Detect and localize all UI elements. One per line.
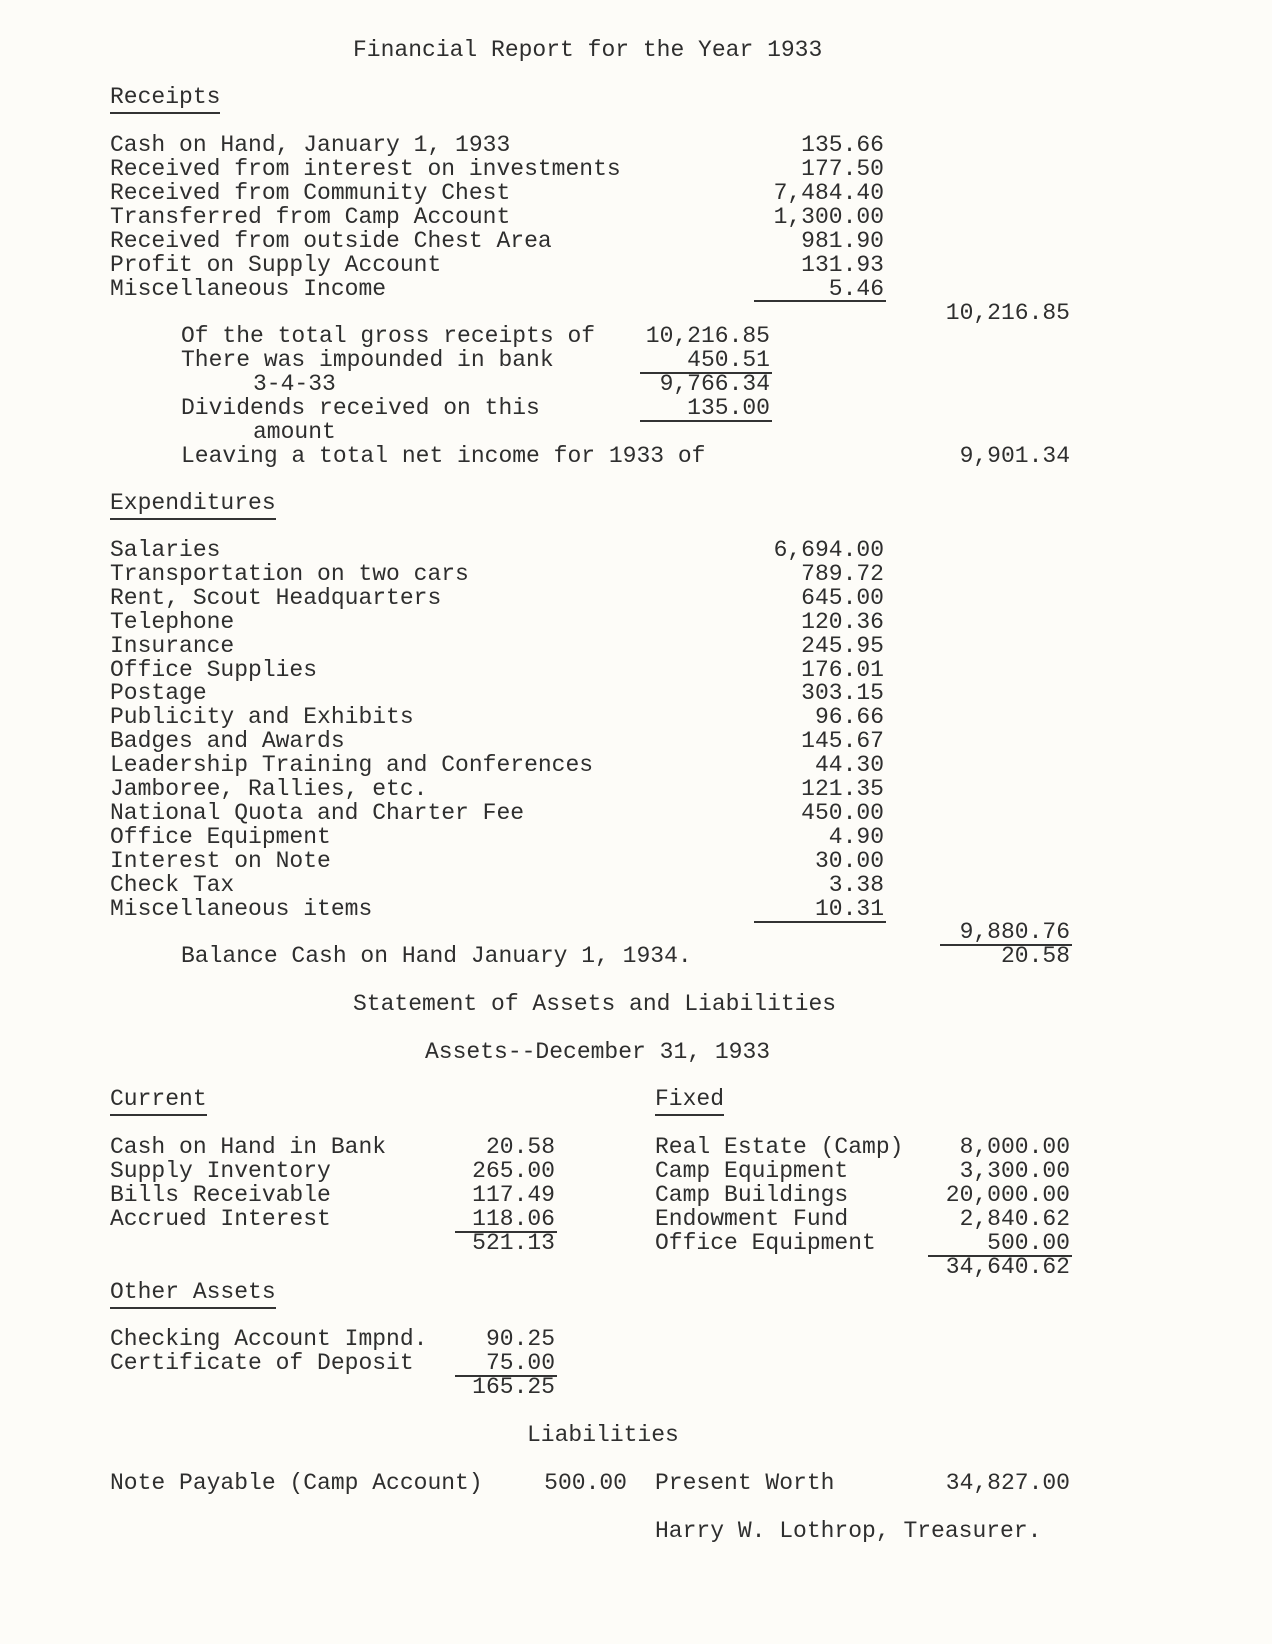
expenditure-amount: 44.30 (814, 752, 884, 778)
fixed-asset-label: Camp Equipment (655, 1158, 849, 1184)
current-total: 521.13 (472, 1230, 555, 1256)
current-heading: Current (110, 1087, 207, 1116)
current-asset-amount: 20.58 (485, 1134, 555, 1160)
fixed-total: 34,640.62 (945, 1254, 1070, 1280)
receipt-label: Cash on Hand, January 1, 1933 (110, 132, 511, 158)
current-asset-label: Supply Inventory (110, 1158, 331, 1184)
expenditure-amount: 245.95 (801, 633, 884, 659)
other-assets-heading: Other Assets (110, 1280, 276, 1309)
gross-receipts-label: Of the total gross receipts of (181, 323, 596, 349)
expenditure-label: Transportation on two cars (110, 561, 469, 587)
expenditure-label: Telephone (110, 609, 235, 635)
other-total: 165.25 (472, 1374, 555, 1400)
dividends-label: Dividends received on this (181, 395, 540, 421)
impounded-date: 3-4-33 (253, 371, 336, 397)
receipt-amount: 131.93 (801, 252, 884, 278)
receipt-label: Received from interest on investments (110, 156, 621, 182)
current-asset-amount: 118.06 (472, 1206, 555, 1232)
receipt-amount: 1,300.00 (773, 204, 884, 230)
expenditure-label: Leadership Training and Conferences (110, 752, 594, 778)
receipt-amount: 177.50 (801, 156, 884, 182)
receipts-heading: Receipts (110, 85, 220, 114)
expenditure-label: Publicity and Exhibits (110, 704, 414, 730)
other-asset-label: Checking Account Impnd. (110, 1326, 428, 1352)
balance-label: Balance Cash on Hand January 1, 1934. (181, 943, 692, 969)
present-worth-amount: 34,827.00 (945, 1470, 1070, 1496)
note-payable-label: Note Payable (Camp Account) (110, 1470, 483, 1496)
expenditure-amount: 4.90 (828, 824, 884, 850)
expenditure-label: Office Supplies (110, 657, 318, 683)
expenditure-amount: 145.67 (801, 728, 884, 754)
expenditure-label: Badges and Awards (110, 728, 345, 754)
balance-amount: 20.58 (1000, 943, 1070, 969)
receipt-label: Profit on Supply Account (110, 252, 442, 278)
net-income-label: Leaving a total net income for 1933 of (181, 443, 706, 469)
fixed-asset-amount: 8,000.00 (959, 1134, 1070, 1160)
expenditure-amount: 96.66 (814, 704, 884, 730)
current-asset-amount: 117.49 (472, 1182, 555, 1208)
fixed-asset-amount: 20,000.00 (945, 1182, 1070, 1208)
receipt-amount: 981.90 (801, 228, 884, 254)
net-income-total: 9,901.34 (959, 443, 1070, 469)
receipt-amount: 7,484.40 (773, 180, 884, 206)
expenditure-label: Jamboree, Rallies, etc. (110, 776, 428, 802)
assets-title: Assets--December 31, 1933 (425, 1039, 771, 1065)
note-payable-amount: 500.00 (544, 1470, 627, 1496)
receipt-amount: 135.66 (801, 132, 884, 158)
fixed-heading: Fixed (655, 1087, 724, 1116)
receipt-label: Transferred from Camp Account (110, 204, 511, 230)
receipts-subtotal: 9,766.34 (659, 371, 770, 397)
current-asset-amount: 265.00 (472, 1158, 555, 1184)
other-asset-label: Certificate of Deposit (110, 1350, 414, 1376)
expenditure-label: National Quota and Charter Fee (110, 800, 525, 826)
expenditure-amount: 30.00 (814, 848, 884, 874)
other-asset-amount: 75.00 (485, 1350, 555, 1376)
expenditure-label: Postage (110, 680, 207, 706)
fixed-asset-amount: 2,840.62 (959, 1206, 1070, 1232)
fixed-asset-label: Camp Buildings (655, 1182, 849, 1208)
expenditure-label: Check Tax (110, 872, 235, 898)
treasurer-signature: Harry W. Lothrop, Treasurer. (655, 1518, 1042, 1544)
expenditure-amount: 121.35 (801, 776, 884, 802)
expenditure-label: Rent, Scout Headquarters (110, 585, 442, 611)
expenditure-amount: 176.01 (801, 657, 884, 683)
expenditure-amount: 645.00 (801, 585, 884, 611)
expenditure-label: Office Equipment (110, 824, 331, 850)
fixed-asset-label: Endowment Fund (655, 1206, 849, 1232)
expenditure-label: Miscellaneous items (110, 896, 373, 922)
dividends-label-cont: amount (253, 419, 336, 445)
expenditure-amount: 6,694.00 (773, 537, 884, 563)
fixed-asset-amount: 500.00 (987, 1230, 1070, 1256)
current-asset-label: Bills Receivable (110, 1182, 331, 1208)
expenditure-amount: 303.15 (801, 680, 884, 706)
receipts-total: 10,216.85 (945, 300, 1070, 326)
present-worth-label: Present Worth (655, 1470, 835, 1496)
current-asset-label: Accrued Interest (110, 1206, 331, 1232)
expenditures-rule (754, 921, 886, 923)
expenditures-total: 9,880.76 (959, 919, 1070, 945)
expenditure-amount: 789.72 (801, 561, 884, 587)
impounded-amount: 450.51 (687, 347, 770, 373)
receipt-label: Miscellaneous Income (110, 276, 387, 302)
impounded-label: There was impounded in bank (181, 347, 554, 373)
expenditures-heading: Expenditures (110, 491, 276, 520)
fixed-asset-label: Real Estate (Camp) (655, 1134, 904, 1160)
expenditure-label: Interest on Note (110, 848, 331, 874)
statement-title: Statement of Assets and Liabilities (353, 991, 837, 1017)
expenditure-label: Insurance (110, 633, 235, 659)
dividends-rule (640, 420, 772, 422)
gross-receipts-amount: 10,216.85 (645, 323, 770, 349)
receipt-label: Received from Community Chest (110, 180, 511, 206)
expenditure-amount: 3.38 (828, 872, 884, 898)
receipt-amount: 5.46 (828, 276, 884, 302)
liabilities-title: Liabilities (527, 1422, 679, 1448)
fixed-asset-label: Office Equipment (655, 1230, 876, 1256)
expenditure-label: Salaries (110, 537, 221, 563)
fixed-asset-amount: 3,300.00 (959, 1158, 1070, 1184)
receipt-label: Received from outside Chest Area (110, 228, 552, 254)
report-title: Financial Report for the Year 1933 (353, 37, 823, 63)
receipts-rule (754, 300, 886, 302)
current-asset-label: Cash on Hand in Bank (110, 1134, 387, 1160)
expenditure-amount: 120.36 (801, 609, 884, 635)
expenditure-amount: 10.31 (814, 896, 884, 922)
other-asset-amount: 90.25 (485, 1326, 555, 1352)
dividends-amount: 135.00 (687, 395, 770, 421)
expenditure-amount: 450.00 (801, 800, 884, 826)
